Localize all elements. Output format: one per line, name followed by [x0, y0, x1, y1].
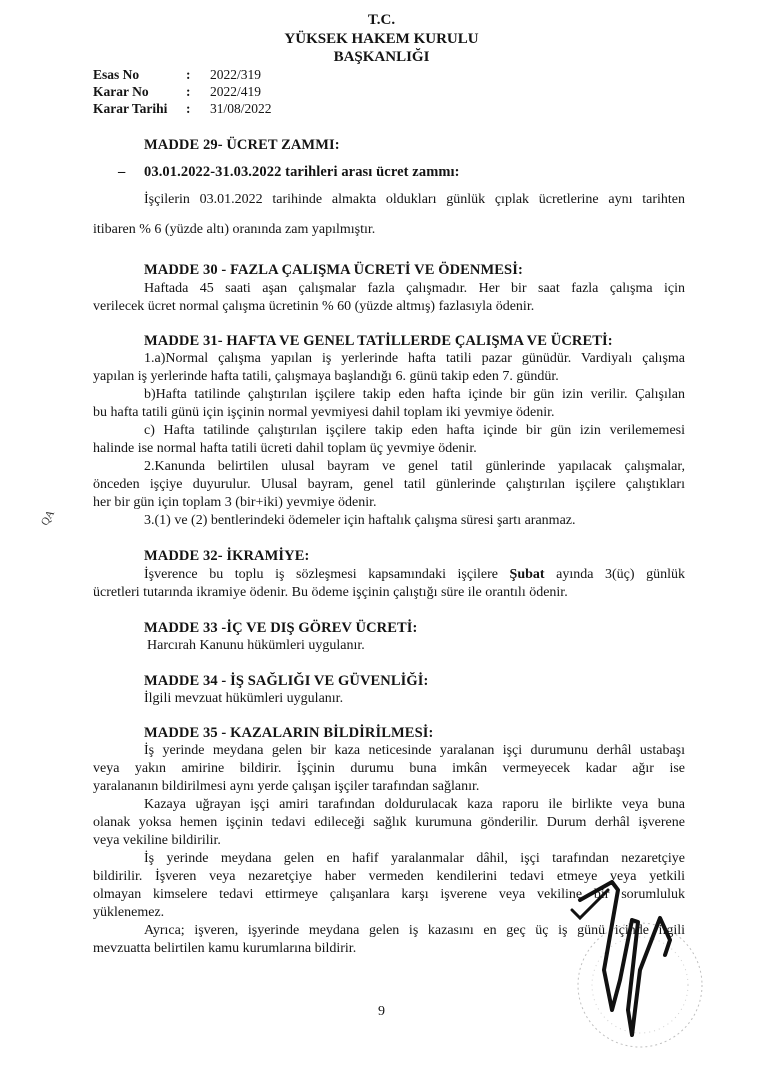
section-35-line: İş yerinde meydana gelen bir kaza neticesinde yaralanan işçi durumunu derhâl ustabaşı [144, 743, 685, 758]
section-35-line: olanak yoksa hemen işçinin tedavi edileceği sağlık kurumuna gönderilir. Durum derhâl işverene [93, 815, 685, 830]
section-33-line: Harcırah Kanunu hükümleri uygulanır. [147, 638, 365, 653]
section-29-title: MADDE 29- ÜCRET ZAMMI: [144, 137, 340, 153]
section-32-title: MADDE 32- İKRAMİYE: [144, 548, 310, 564]
section-35-line: Kazaya uğrayan işçi amiri tarafından doldurulacak kaza raporu ile birlikte veya buna [144, 797, 685, 812]
section-35-title: MADDE 35 - KAZALARIN BİLDİRİLMESİ: [144, 725, 434, 741]
section-31-line: c) Hafta tatilinde çalıştırılan işçilere takip eden hafta içinde bir gün izin verilememesi [144, 423, 685, 438]
section-32-month: Şubat [509, 567, 545, 582]
section-32-text-c: ayında 3(üç) günlük [544, 567, 685, 582]
section-29-line: itibaren % 6 (yüzde altı) oranında zam yapılmıştır. [93, 222, 376, 237]
section-34-title: MADDE 34 - İŞ SAĞLIĞI VE GÜVENLİĞİ: [144, 673, 429, 689]
section-33-title: MADDE 33 -İÇ VE DIŞ GÖREV ÜCRETİ: [144, 620, 418, 636]
meta-label-esas: Esas No [93, 67, 140, 82]
header-presidency: BAŞKANLIĞI [333, 49, 430, 65]
section-30-line: Haftada 45 saati aşan çalışmalar fazla çalışmadır. Her bir saat fazla çalışma için [144, 281, 685, 296]
section-31-line: 1.a)Normal çalışma yapılan iş yerlerinde hafta tatili pazar günüdür. Vardiyalı çalışma [144, 351, 685, 366]
section-30-title: MADDE 30 - FAZLA ÇALIŞMA ÜCRETİ VE ÖDENMESİ: [144, 262, 523, 278]
meta-sep-karar: : [186, 84, 191, 99]
section-31-line: bu hafta tatili günü için işçinin normal yevmiyesi dahil toplam iki yevmiye ödenir. [93, 405, 555, 420]
section-29-dash: – [118, 164, 126, 180]
meta-value-karar: 2022/419 [210, 84, 262, 99]
signature-stamp [520, 860, 720, 1060]
section-30-body [93, 280, 685, 316]
header-institution: YÜKSEK HAKEM KURULU [284, 31, 479, 47]
section-29-subtitle: 03.01.2022-31.03.2022 tarihleri arası ücret zammı: [144, 164, 460, 180]
section-32-body [93, 566, 685, 602]
section-35-line: bildirilir. İşveren veya nezaretçiye haber vermeden kendilerini tedavi etmeye veya yetkili [93, 869, 685, 884]
section-35-line: İş yerinde meydana gelen en hafif yaralanmalar dâhil, işçi tarafından nezaretçiye [144, 851, 685, 866]
section-31-line: 3.(1) ve (2) bentlerindeki ödemeler için haftalık çalışma süresi şartı aranmaz. [144, 513, 576, 528]
section-29-line: İşçilerin 03.01.2022 tarihinde almakta oldukları günlük çıplak ücretlerine aynı tarihten [144, 192, 685, 207]
page-number: 9 [378, 1004, 385, 1019]
section-35-line: mevzuatta belirtilen kamu kurumlarına bildirir. [93, 941, 357, 956]
meta-sep-esas: : [186, 67, 191, 82]
meta-sep-tarih: : [186, 101, 191, 116]
section-29-body [93, 191, 685, 239]
section-32-line: ücretleri tutarında ikramiye ödenir. Bu ödeme işçinin çalıştığı süre ile orantılı ödenir. [93, 585, 568, 600]
section-31-line: önceden işçiye duyurulur. Ulusal bayram, genel tatil günlerinde çalıştırılan işçilere çalıştıkları [93, 477, 685, 492]
section-31-body [93, 350, 685, 530]
header-tc: T.C. [367, 12, 396, 28]
section-32-line [93, 566, 685, 584]
section-34-line: İlgili mevzuat hükümleri uygulanır. [144, 691, 344, 706]
section-35-line: olmayan kimselere tedavi ettirmeye çalışanlara karşı işverene veya vekiline bir sorumluluk [93, 887, 685, 902]
section-31-line: b)Hafta tatilinde çalıştırılan işçilere takip eden hafta içinde bir gün izin verilir. Çalışılan [144, 387, 685, 402]
section-35-line: veya yakın amirine bildirir. İşçinin durumu buna imkân vermeyecek kadar ağır ise [93, 761, 685, 776]
section-35-line: veya vekiline bildirilir. [93, 833, 221, 848]
section-31-line: her bir gün için toplam 3 (bir+iki) yevmiye ödenir. [93, 495, 377, 510]
meta-label-karar: Karar No [93, 84, 149, 99]
meta-label-tarih: Karar Tarihi [93, 101, 168, 116]
section-35-line: yaralananın bildirilmesi aynı yerde çalışan işçiler tarafından sağlanır. [93, 779, 480, 794]
section-31-line: 2.Kanunda belirtilen ulusal bayram ve genel tatil günlerinde yapılacak çalışmalar, [144, 459, 685, 474]
section-32-text-a: İşverence bu toplu iş sözleşmesi kapsamındaki işçilere [144, 567, 510, 582]
section-31-line: yapılan iş yerlerinde hafta tatili, çalışmaya başlandığı 6. günü takip eden 7. gündür. [93, 369, 559, 384]
section-31-title: MADDE 31- HAFTA VE GENEL TATİLLERDE ÇALIŞMA VE ÜCRETİ: [144, 333, 613, 349]
section-31-line: halinde ise normal hafta tatili ücreti dahil toplam üç yevmiye ödenir. [93, 441, 477, 456]
meta-value-tarih: 31/08/2022 [210, 101, 272, 116]
section-35-line: yüklenemez. [93, 905, 165, 920]
meta-value-esas: 2022/319 [210, 67, 262, 82]
margin-initials: QA [38, 508, 58, 528]
section-35-line: Ayrıca; işveren, işyerinde meydana gelen iş kazasını en geç üç iş günü içinde ilgili [144, 923, 685, 938]
section-30-line: verilecek ücret normal çalışma ücretinin % 60 (yüzde altmış) fazlasıyla ödenir. [93, 299, 535, 314]
